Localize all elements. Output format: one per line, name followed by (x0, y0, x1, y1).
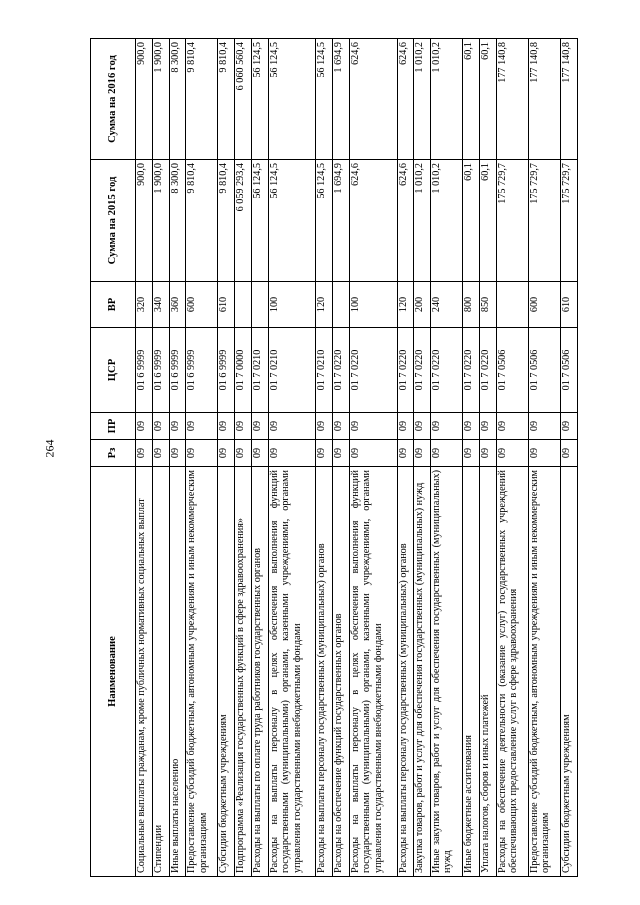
col-header-pr: ПР (91, 413, 136, 440)
col-header-sum-2016: Сумма на 2016 год (91, 39, 136, 160)
cell-rz: 09 (169, 440, 186, 467)
cell-vr: 600 (528, 282, 560, 328)
cell-sum2015: 6 059 293,4 (235, 160, 252, 282)
cell-csr: 01 7 0000 (235, 328, 252, 413)
cell-pr: 09 (152, 413, 169, 440)
cell-csr: 01 7 0506 (496, 328, 528, 413)
table-row (186, 39, 218, 877)
cell-vr: 360 (169, 282, 186, 328)
cell-pr: 09 (169, 413, 186, 440)
cell-name: Расходы на выплаты персоналу государственных (муниципальных) органов (397, 467, 414, 877)
cell-sum2016: 900,0 (136, 39, 153, 160)
cell-pr: 09 (397, 413, 414, 440)
cell-rz: 09 (414, 440, 431, 467)
cell-pr: 09 (186, 413, 218, 440)
cell-sum2015: 1 694,9 (333, 160, 350, 282)
cell-pr: 09 (252, 413, 269, 440)
cell-rz: 09 (349, 440, 397, 467)
cell-sum2015: 1 010,2 (414, 160, 431, 282)
cell-sum2016: 1 694,9 (333, 39, 350, 160)
cell-sum2016: 60,1 (480, 39, 497, 160)
cell-sum2016: 624,6 (349, 39, 397, 160)
cell-rz: 09 (397, 440, 414, 467)
cell-sum2015: 1 900,0 (152, 160, 169, 282)
table-row (349, 39, 397, 877)
cell-sum2015: 60,1 (463, 160, 480, 282)
cell-rz: 09 (528, 440, 560, 467)
cell-vr (333, 282, 350, 328)
table-row (169, 39, 186, 877)
cell-name: Уплата налогов, сборов и иных платежей (480, 467, 497, 877)
cell-name: Расходы на выплаты персоналу в целях обеспечения выполнения функций государственными (муниципальными) органами, казенными учреждениями, органами управления государственными внебюджетными фондами (268, 467, 316, 877)
cell-rz: 09 (152, 440, 169, 467)
table-row (268, 39, 316, 877)
cell-sum2015: 624,6 (397, 160, 414, 282)
cell-pr: 09 (235, 413, 252, 440)
cell-rz: 09 (316, 440, 333, 467)
cell-rz: 09 (496, 440, 528, 467)
col-header-sum-2015: Сумма на 2015 год (91, 160, 136, 282)
cell-vr: 800 (463, 282, 480, 328)
cell-name: Расходы на обеспечение деятельности (оказание услуг) государственных учреждений обеспечивающих предоставление услуг в сфере здравоохранения (496, 467, 528, 877)
cell-csr: 01 7 0220 (397, 328, 414, 413)
table-row (333, 39, 350, 877)
cell-sum2015: 56 124,5 (252, 160, 269, 282)
cell-pr: 09 (333, 413, 350, 440)
cell-pr: 09 (561, 413, 578, 440)
cell-sum2015: 9 810,4 (218, 160, 235, 282)
cell-csr: 01 7 0220 (480, 328, 497, 413)
cell-csr: 01 7 0210 (252, 328, 269, 413)
table-header-row (91, 39, 136, 877)
cell-name: Закупка товаров, работ и услуг для обеспечения государственных (муниципальных) нужд (414, 467, 431, 877)
page-number: 264 (42, 439, 57, 458)
cell-vr: 120 (316, 282, 333, 328)
cell-rz: 09 (235, 440, 252, 467)
cell-sum2016: 56 124,5 (316, 39, 333, 160)
table-row (235, 39, 252, 877)
cell-sum2016: 60,1 (463, 39, 480, 160)
cell-sum2016: 177 140,8 (528, 39, 560, 160)
cell-pr: 09 (218, 413, 235, 440)
cell-sum2015: 60,1 (480, 160, 497, 282)
cell-name: Иные закупки товаров, работ и услуг для обеспечения государственных (муниципальных) нужд (431, 467, 463, 877)
cell-pr: 09 (349, 413, 397, 440)
cell-csr: 01 6 9999 (218, 328, 235, 413)
cell-sum2016: 9 810,4 (218, 39, 235, 160)
col-header-name: Наименование (91, 467, 136, 877)
cell-name: Расходы на выплаты персоналу государственных (муниципальных) органов (316, 467, 333, 877)
cell-vr: 100 (268, 282, 316, 328)
cell-name: Подпрограмма «Реализация государственных функций в сфере здравоохранения» (235, 467, 252, 877)
cell-vr: 850 (480, 282, 497, 328)
cell-sum2016: 6 060 560,4 (235, 39, 252, 160)
cell-sum2016: 56 124,5 (252, 39, 269, 160)
cell-sum2015: 900,0 (136, 160, 153, 282)
cell-name: Иные выплаты населению (169, 467, 186, 877)
col-header-rz: Рз (91, 440, 136, 467)
cell-vr (235, 282, 252, 328)
cell-csr: 01 7 0220 (463, 328, 480, 413)
cell-vr (252, 282, 269, 328)
cell-pr: 09 (528, 413, 560, 440)
cell-sum2015: 624,6 (349, 160, 397, 282)
cell-sum2015: 56 124,5 (268, 160, 316, 282)
cell-pr: 09 (463, 413, 480, 440)
table-row (397, 39, 414, 877)
cell-rz: 09 (268, 440, 316, 467)
col-header-vr: ВР (91, 282, 136, 328)
table-row (480, 39, 497, 877)
cell-name: Предоставление субсидий бюджетным, автономным учреждениям и иным некоммерческим организациям (186, 467, 218, 877)
cell-sum2016: 56 124,5 (268, 39, 316, 160)
cell-rz: 09 (561, 440, 578, 467)
cell-vr: 610 (561, 282, 578, 328)
cell-name: Иные бюджетные ассигнования (463, 467, 480, 877)
table-row (528, 39, 560, 877)
cell-pr: 09 (431, 413, 463, 440)
cell-vr: 100 (349, 282, 397, 328)
budget-table (90, 38, 578, 877)
cell-pr: 09 (268, 413, 316, 440)
cell-rz: 09 (480, 440, 497, 467)
table-row (463, 39, 480, 877)
cell-rz: 09 (431, 440, 463, 467)
cell-vr: 320 (136, 282, 153, 328)
cell-csr: 01 7 0220 (349, 328, 397, 413)
cell-vr: 120 (397, 282, 414, 328)
cell-csr: 01 7 0220 (431, 328, 463, 413)
table-row (218, 39, 235, 877)
cell-pr: 09 (136, 413, 153, 440)
cell-sum2015: 9 810,4 (186, 160, 218, 282)
cell-pr: 09 (414, 413, 431, 440)
cell-sum2015: 175 729,7 (496, 160, 528, 282)
table-row (561, 39, 578, 877)
cell-rz: 09 (218, 440, 235, 467)
cell-sum2016: 177 140,8 (496, 39, 528, 160)
table-row (316, 39, 333, 877)
cell-sum2015: 8 300,0 (169, 160, 186, 282)
cell-sum2015: 56 124,5 (316, 160, 333, 282)
cell-rz: 09 (463, 440, 480, 467)
cell-csr: 01 7 0210 (316, 328, 333, 413)
cell-vr: 200 (414, 282, 431, 328)
cell-csr: 01 7 0506 (528, 328, 560, 413)
cell-sum2015: 175 729,7 (528, 160, 560, 282)
cell-vr (496, 282, 528, 328)
table-row (136, 39, 153, 877)
table-row (496, 39, 528, 877)
cell-sum2016: 624,6 (397, 39, 414, 160)
table-body (136, 39, 578, 877)
cell-csr: 01 7 0220 (333, 328, 350, 413)
table-row (414, 39, 431, 877)
cell-name: Расходы на обеспечение функций государственных органов (333, 467, 350, 877)
cell-csr: 01 7 0506 (561, 328, 578, 413)
rotated-table-container (90, 39, 578, 877)
cell-sum2016: 8 300,0 (169, 39, 186, 160)
col-header-csr: ЦСР (91, 328, 136, 413)
cell-csr: 01 6 9999 (186, 328, 218, 413)
cell-name: Предоставление субсидий бюджетным, автономным учреждениям и иным некоммерческим организациям (528, 467, 560, 877)
cell-vr: 610 (218, 282, 235, 328)
cell-vr: 240 (431, 282, 463, 328)
table-row (431, 39, 463, 877)
cell-sum2016: 1 010,2 (414, 39, 431, 160)
cell-rz: 09 (136, 440, 153, 467)
cell-rz: 09 (252, 440, 269, 467)
cell-sum2015: 175 729,7 (561, 160, 578, 282)
cell-rz: 09 (333, 440, 350, 467)
cell-sum2016: 1 900,0 (152, 39, 169, 160)
cell-name: Субсидии бюджетным учреждениям (561, 467, 578, 877)
cell-vr: 340 (152, 282, 169, 328)
cell-csr: 01 6 9999 (152, 328, 169, 413)
cell-pr: 09 (316, 413, 333, 440)
cell-vr: 600 (186, 282, 218, 328)
cell-name: Расходы на выплаты персоналу в целях обеспечения выполнения функций государственными (муниципальными) органами, казенными учреждениями, органами управления государственными внебюджетными фондами (349, 467, 397, 877)
cell-pr: 09 (496, 413, 528, 440)
table-row (252, 39, 269, 877)
cell-pr: 09 (480, 413, 497, 440)
cell-name: Социальные выплаты гражданам, кроме публичных нормативных социальных выплат (136, 467, 153, 877)
cell-rz: 09 (186, 440, 218, 467)
cell-csr: 01 6 9999 (169, 328, 186, 413)
table-row (152, 39, 169, 877)
cell-name: Субсидии бюджетным учреждениям (218, 467, 235, 877)
cell-csr: 01 7 0210 (268, 328, 316, 413)
cell-name: Расходы на выплаты по оплате труда работников государственных органов (252, 467, 269, 877)
cell-sum2016: 9 810,4 (186, 39, 218, 160)
cell-sum2016: 1 010,2 (431, 39, 463, 160)
cell-sum2016: 177 140,8 (561, 39, 578, 160)
cell-csr: 01 7 0220 (414, 328, 431, 413)
cell-sum2015: 1 010,2 (431, 160, 463, 282)
cell-csr: 01 6 9999 (136, 328, 153, 413)
cell-name: Стипендии (152, 467, 169, 877)
